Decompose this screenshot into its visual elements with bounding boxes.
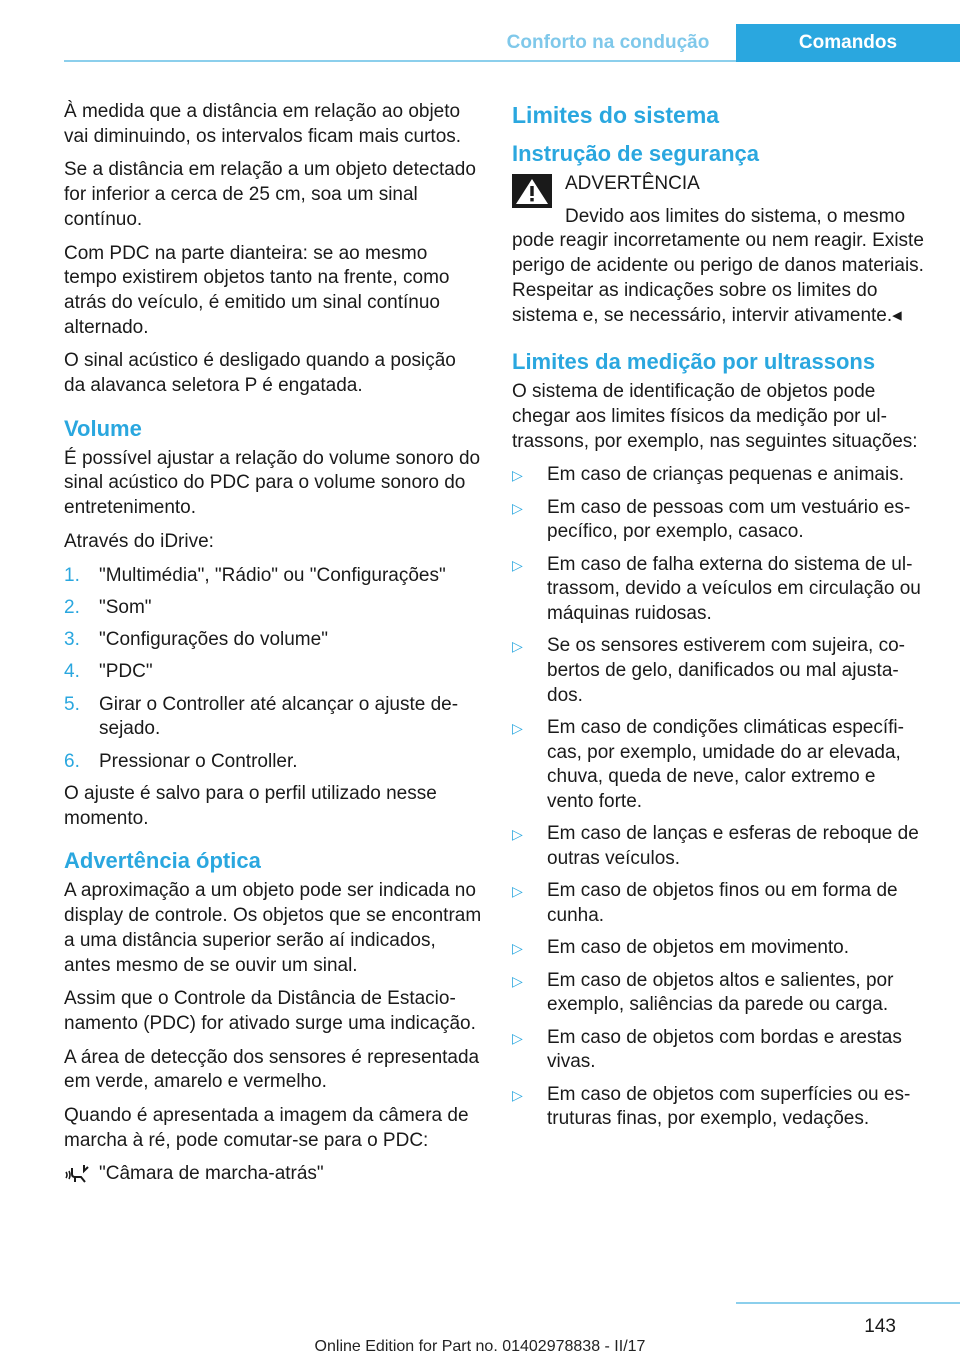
list-item-text: Em caso de pessoas com um vestuário específico, por exemplo, casaco.	[547, 496, 911, 543]
list-item-text: Em caso de objetos altos e salientes, por exemplo, saliências da parede ou carga.	[547, 969, 894, 1016]
ultrasonic-heading: Limites da medição por ultrassons	[512, 349, 876, 375]
bullet-marker: ▷	[512, 467, 523, 484]
step-item	[64, 693, 482, 742]
page-number-rule	[736, 1302, 960, 1304]
list-item-text: Se os sensores estiverem com sujeira, cobertos de gelo, danificados ou mal ajustados.	[547, 635, 905, 706]
list-item-text: Em caso de objetos com superfícies ou estruturas finas, por exemplo, vedações.	[547, 1083, 911, 1130]
idrive-steps	[64, 564, 482, 775]
step-item	[64, 750, 482, 775]
list-item	[512, 822, 924, 871]
list-item-text: Em caso de objetos com bordas e arestas vivas.	[547, 1026, 902, 1073]
step-text: "Multimédia", "Rádio" ou "Configurações"	[99, 564, 446, 586]
bullet-marker: ▷	[512, 1029, 523, 1046]
list-item	[512, 969, 924, 1018]
volume-text: É possível ajustar a relação do volume sonoro do sinal acústico do PDC para o volume sonoro do entretenimento.	[64, 447, 481, 519]
list-item	[512, 496, 924, 545]
header-section: Conforto na condução	[506, 32, 710, 53]
list-item-text: Em caso de lanças e esferas de reboque de outras veículos.	[547, 823, 919, 870]
header-chapter-tab: Comandos	[736, 24, 960, 62]
step-text: Girar o Controller até alcançar o ajuste desejado.	[99, 693, 459, 740]
page-number: 143	[864, 1316, 896, 1337]
parking-sensor-icon	[64, 1162, 99, 1192]
list-item-text: Em caso de objetos em movimento.	[547, 937, 850, 959]
list-item-text: Em caso de objetos finos ou em forma de cunha.	[547, 880, 898, 927]
bullet-marker: ▷	[512, 883, 523, 900]
list-item	[512, 1083, 924, 1132]
list-item	[512, 634, 924, 708]
optical-paragraph-1: A aproximação a um objeto pode ser indicada no display de controle. Os objetos que se encontram a uma distância superior serão aí indicados, antes mesmo de se ouvir um sinal.	[64, 880, 482, 976]
step-text: "Configurações do volume"	[99, 629, 328, 651]
intro-paragraph-4: O sinal acústico é desligado quando a posição da alavanca seletora P é engatada.	[64, 350, 456, 397]
step-number: 6.	[64, 750, 80, 772]
bullet-marker: ▷	[512, 1086, 523, 1103]
list-item	[512, 1026, 924, 1075]
camera-label: "Câmara de marcha-atrás"	[99, 1163, 324, 1185]
bullet-marker: ▷	[512, 826, 523, 843]
camera-menu-entry	[64, 1162, 482, 1192]
step-text: "PDC"	[99, 661, 153, 683]
bullet-marker: ▷	[512, 638, 523, 655]
step-item	[64, 628, 482, 653]
bullet-marker: ▷	[512, 556, 523, 573]
step-text: "Som"	[99, 596, 152, 618]
list-item	[512, 553, 924, 627]
step-number: 2.	[64, 596, 80, 618]
left-column	[64, 100, 482, 1192]
optical-warning-heading: Advertência óptica	[64, 848, 261, 874]
warning-block	[512, 172, 924, 229]
step-item	[64, 564, 482, 589]
step-item	[64, 660, 482, 685]
warning-text-start: Devido aos limites do sistema, o mesmo	[565, 205, 906, 227]
intro-paragraph-2: Se a distância em relação a um objeto detectado for inferior a cerca de 25 cm, soa um sinal contínuo.	[64, 159, 476, 230]
list-item	[512, 879, 924, 928]
list-item	[512, 716, 924, 815]
step-number: 4.	[64, 661, 80, 683]
warning-label: ADVERTÊNCIA	[565, 173, 700, 194]
list-item-text: Em caso de condições climáticas específicas, por exemplo, umidade do ar elevada, chuva, queda de neve, calor extremo e vento forte.	[547, 717, 904, 813]
list-item	[512, 463, 924, 488]
optical-paragraph-2: Assim que o Controle da Distância de Estacionamento (PDC) for ativado surge uma indicação.	[64, 988, 476, 1034]
optical-paragraph-4: Quando é apresentada a imagem da câmera de marcha à ré, pode comutar-se para o PDC:	[64, 1105, 469, 1151]
limits-bullet-list	[512, 463, 924, 1132]
list-item-text: Em caso de crianças pequenas e animais.	[547, 464, 904, 486]
bullet-marker: ▷	[512, 972, 523, 989]
saved-text: O ajuste é salvo para o perfil utilizado nesse momento.	[64, 783, 437, 829]
right-column	[512, 100, 924, 1140]
bullet-marker: ▷	[512, 499, 523, 516]
step-number: 5.	[64, 693, 80, 715]
bullet-marker: ▷	[512, 940, 523, 957]
warning-text-rest: pode reagir incorretamente ou nem reagir. Existe perigo de acidente ou perigo de danos materiais. Respeitar as indicações sobre os limites do sistema e, se necessário, intervir ativamente.◂	[512, 230, 924, 326]
optical-paragraph-3: A área de detecção dos sensores é representada em verde, amarelo e vermelho.	[64, 1046, 480, 1093]
intro-paragraph-1: À medida que a distância em relação ao objeto vai diminuindo, os intervalos ficam mais curtos.	[64, 101, 462, 147]
safety-heading: Instrução de segurança	[512, 141, 759, 166]
intro-paragraph-3: Com PDC na parte dianteira: se ao mesmo tempo existirem objetos tanto na frente, como atrás do veículo, é emitido um sinal contínuo alternado.	[64, 242, 450, 338]
step-number: 3.	[64, 629, 80, 651]
warning-icon	[512, 174, 552, 208]
ultrasonic-text: O sistema de identificação de objetos pode chegar aos limites físicos da medição por ultrassons, por exemplo, nas seguintes situações:	[512, 381, 918, 452]
step-number: 1.	[64, 564, 80, 586]
bullet-marker: ▷	[512, 720, 523, 737]
step-item	[64, 596, 482, 621]
idrive-intro: Através do iDrive:	[64, 530, 214, 552]
list-item-text: Em caso de falha externa do sistema de ultrassom, devido a veículos em circulação ou máquinas ruidosas.	[547, 553, 921, 625]
step-text: Pressionar o Controller.	[99, 750, 298, 772]
list-item	[512, 936, 924, 961]
system-limits-heading: Limites do sistema	[512, 102, 720, 128]
edition-footer: Online Edition for Part no. 01402978838 - II/17	[314, 1338, 646, 1355]
volume-heading: Volume	[64, 415, 142, 441]
